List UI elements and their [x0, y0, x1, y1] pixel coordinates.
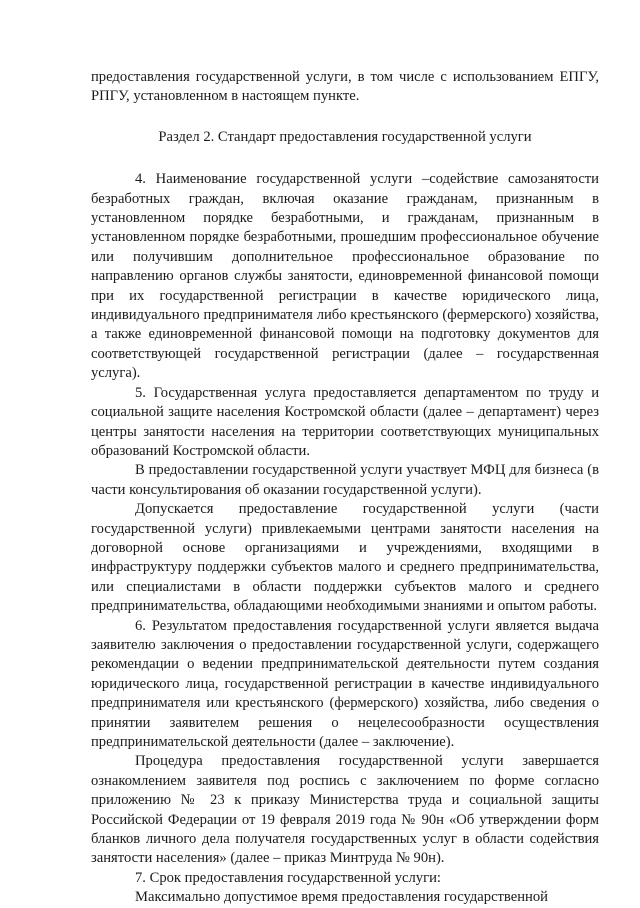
paragraph-max-time: Максимально допустимое время предоставления государственной: [135, 889, 548, 906]
document-page: [91, 68, 599, 908]
paragraph-5-provider: 5. Государственная услуга предоставляется департаментом по труду и социальной защите населения Костромской области (далее – департамент) через центры занятости населения на территории соответствующих муниципальных образований Костромской области.: [91, 384, 599, 459]
paragraph-contractors: Допускается предоставление государственной услуги (части государственной услуги) привлекаемыми центрами занятости населения на договорной основе организациями и учреждениями, входящими в инфраструктуру поддержки субъектов малого и среднего предпринимательства, или специалистами в области поддержки субъектов малого и среднего предпринимательства, обладающими необходимыми знаниями и опытом работы.: [91, 501, 599, 615]
paragraph-7-term: 7. Срок предоставления государственной услуги:: [135, 869, 441, 886]
paragraph-procedure-completion: Процедура предоставления государственной услуги завершается ознакомлением заявителя под роспись с заключением по форме согласно приложению № 23 к приказу Министерства труда и социальной защиты Российской Федерации от 19 февраля 2019 года № 90н «Об утверждении форм бланков личного дела получателя государственных услуг в области содействия занятости населения» (далее – приказ Минтруда № 90н).: [91, 753, 599, 867]
intro-paragraph: предоставления государственной услуги, в том числе с использованием ЕПГУ, РПГУ, установленном в настоящем пункте.: [91, 69, 599, 105]
section-title: Раздел 2. Стандарт предоставления государственной услуги: [158, 128, 532, 145]
paragraph-6-result: 6. Результатом предоставления государственной услуги является выдача заявителю заключения о предоставлении государственной услуги, содержащего рекомендации о ведении предпринимательской деятельности путем создания юридического лица, государственной регистрации в качестве индивидуального предпринимателя или крестьянского (фермерского) хозяйства, либо сведения о принятии заявителем решения о нецелесообразности осуществления предпринимательской деятельности (далее – заключение).: [91, 617, 599, 750]
paragraph-4-service-name: 4. Наименование государственной услуги –содействие самозанятости безработных граждан, включая оказание гражданам, признанным в установленном порядке безработными, и гражданам, признанным в установленном порядке безработными, прошедшим профессиональное обучение или получившим дополнительное профессиональное образование по направлению органов службы занятости, единовременной финансовой помощи при их государственной регистрации в качестве юридического лица, индивидуального предпринимателя либо крестьянского (фермерского) хозяйства, а также единовременной финансовой помощи на подготовку документов для соответствующей государственной регистрации (далее – государственная услуга).: [91, 171, 599, 382]
paragraph-mfc-participation: В предоставлении государственной услуги участвует МФЦ для бизнеса (в части консультирования об оказании государственной услуги).: [91, 462, 599, 498]
